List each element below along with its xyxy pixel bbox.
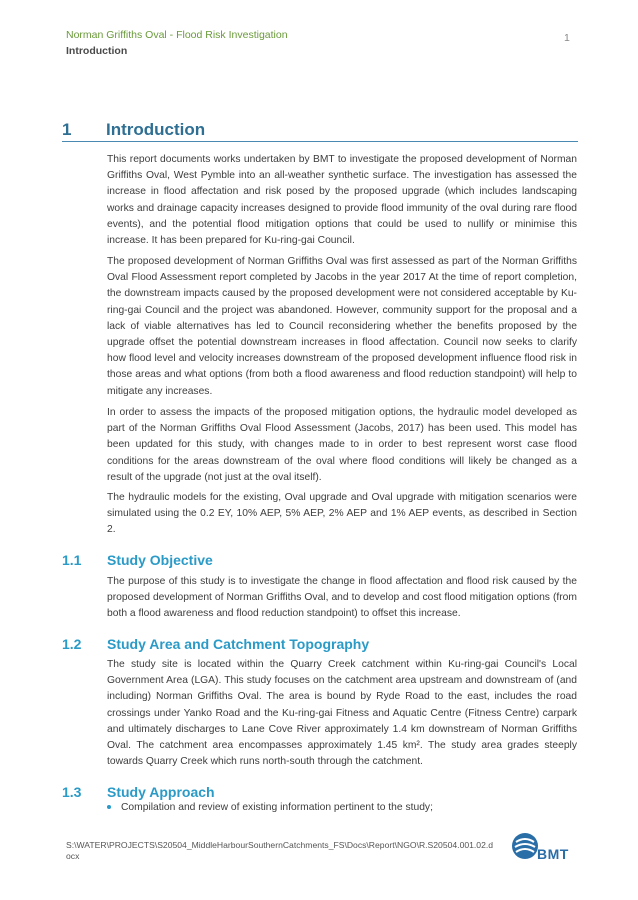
paragraph: The purpose of this study is to investigate the change in flood affectation and flood risk caused by the proposed development of Norman Griffiths Oval, and to develop and cost flood mitigation options (from both a flood awareness and flood reduction standpoint) to offset this increase. [107, 576, 577, 620]
heading-1-title: Introduction [106, 120, 206, 139]
heading-title: Study Approach [107, 784, 215, 800]
heading-title: Study Objective [107, 552, 213, 568]
page-number: 1 [564, 32, 570, 44]
logo-text: BMT [537, 846, 569, 862]
paragraph: In order to assess the impacts of the proposed mitigation options, the hydraulic model developed as part of the Norman Griffiths Oval Flood Assessment (Jacobs, 2017) has been used. This model has been updated for this study, with changes made to in order to best represent worst case flood conditions for the areas downstream of the oval where flood conditions will likely be changed as a result of the upgrade (not just at the oval itself). [107, 407, 577, 483]
heading-number: 1.3 [62, 784, 82, 800]
heading-number: 1.1 [62, 552, 82, 568]
paragraph: The study site is located within the Quarry Creek catchment within Ku-ring-gai Council's Local Government Area (LGA). This study focuses on the catchment area upstream and downstream of (and including) Norman Griffiths Oval. The area is bound by Ryde Road to the east, includes the road crossings under Yanko Road and the Ku-ring-gai Fitness and Aquatic Centre (Fitness Centre) carpark and ultimately discharges to Lane Cove River approximately 1.4 km downstream of Norman Griffiths Oval. The catchment area encompasses approximately 1.45 km². The study area grades steeply towards Quarry Creek which runs north-south through the catchment. [107, 659, 577, 768]
paragraph: This report documents works undertaken by BMT to investigate the proposed development of Norman Griffiths Oval, West Pymble into an all-weather synthetic surface. The investigation has assessed the increase in flood affectation and risk posed by the proposed upgrade (which includes landscaping works and drainage capacity increases designed to provide flood immunity of the oval during rare flood events), and the potential flood mitigation options that could be used to nullify or minimise this increase. It has been prepared for Ku-ring-gai Council. [107, 154, 577, 247]
heading-1-number: 1 [62, 120, 72, 139]
paragraph: The hydraulic models for the existing, Oval upgrade and Oval upgrade with mitigation scenarios were simulated using the 0.2 EY, 10% AEP, 5% AEP, 2% AEP and 1% AEP events, as described in Section 2. [107, 492, 577, 536]
paragraph: The proposed development of Norman Griffiths Oval was first assessed as part of the Norman Griffiths Oval Flood Assessment report completed by Jacobs in the year 2017 At the time of report completion, the downstream impacts caused by the proposed development were not considered acceptable by Ku-ring-gai Council and the project was abandoned. However, community support for the proposal and a lack of viable alternatives has led to Council reconsidering whether the benefits proposed by the upgrade offset the potential downstream increases in flood affectation. Council now seeks to clarify how flood level and velocity increases downstream of the proposed development influence flood risk in those areas and what options (from both a flood awareness and flood reduction standpoint) will help to mitigate any increases. [107, 256, 577, 397]
file-path: S:\WATER\PROJECTS\S20504_MiddleHarbourSouthernCatchments_FS\Docs\Report\NGO\R.S20504.001.02.docx [66, 840, 494, 861]
list-item-text: Compilation and review of existing information pertinent to the study; [121, 802, 433, 813]
running-header-section: Introduction [66, 45, 128, 57]
bullet-icon [107, 805, 111, 809]
heading-1 [62, 120, 578, 142]
heading-title: Study Area and Catchment Topography [107, 636, 370, 652]
running-header-title: Norman Griffiths Oval - Flood Risk Investigation [66, 29, 288, 41]
heading-number: 1.2 [62, 636, 82, 652]
